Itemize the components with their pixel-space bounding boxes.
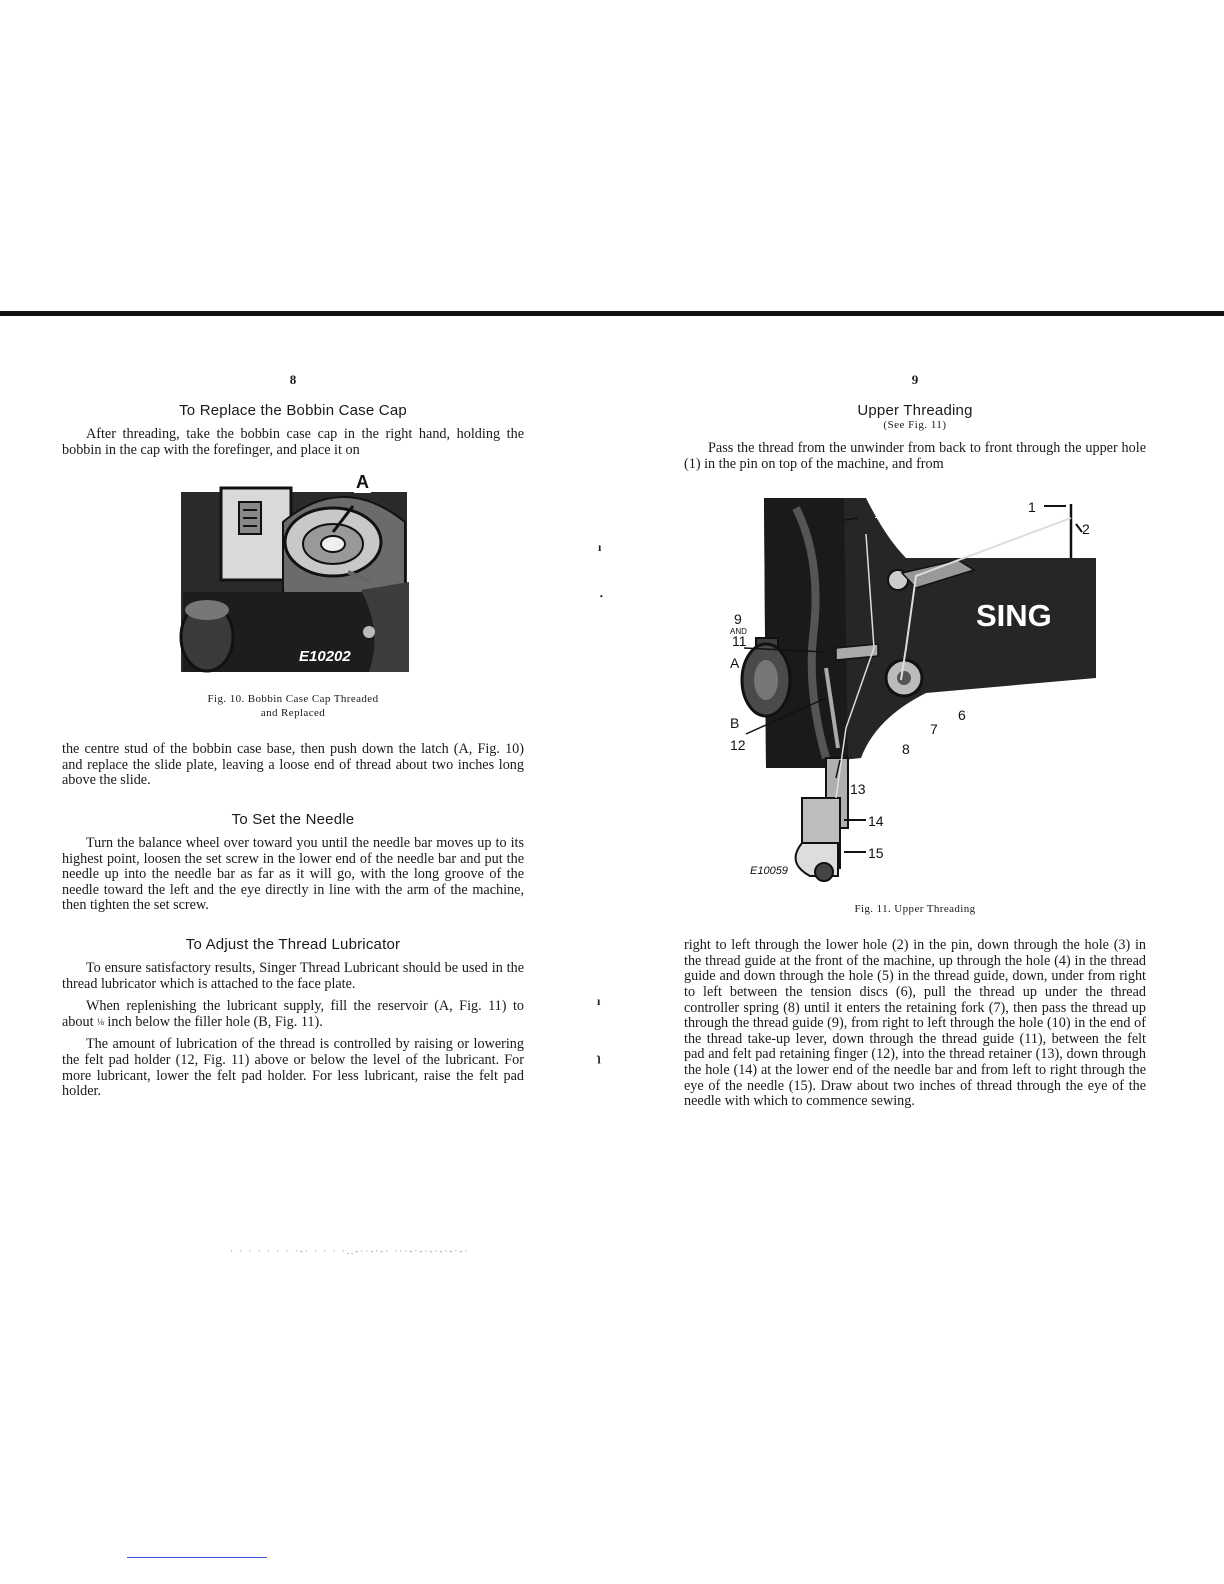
paragraph: Pass the thread from the unwinder from back to front through the upper hole (1) in the pin on top of the machine, and from — [684, 440, 1146, 472]
paragraph: Turn the balance wheel over toward you until the needle bar moves up to its highest point, loosen the set screw in the lower end of the needle bar and put the needle up into the needle bar as far as it will go, with the long groove of the needle toward the left and the eye directly in line with the arm of the machine, then tighten the set screw. — [62, 834, 524, 914]
bottom-rule — [127, 1557, 267, 1558]
page-number: 9 — [911, 372, 919, 387]
label-1: 1 — [1028, 499, 1036, 516]
section-title-set-needle: To Set the Needle — [231, 810, 355, 828]
page-top-rule — [0, 311, 1224, 316]
label-6: 6 — [958, 707, 966, 724]
right-page — [684, 372, 1146, 1110]
label-12: 12 — [730, 737, 746, 754]
label-11: 11 — [732, 633, 747, 650]
figure-code: E10059 — [750, 865, 788, 878]
section-title-upper-threading: Upper Threading — [857, 402, 973, 419]
label-13: 13 — [850, 781, 866, 798]
label-7: 7 — [930, 721, 938, 738]
figure-brand-text: SING — [976, 598, 1052, 634]
figure-label-a: A — [356, 472, 369, 493]
figure-10-caption — [62, 692, 524, 720]
label-9: 9 — [734, 611, 742, 628]
paragraph: To ensure satisfactory results, Singer Thread Lubricant should be used in the thread lubricator which is attached to the face plate. — [62, 959, 524, 992]
page-number: 8 — [289, 372, 297, 387]
label-15: 15 — [868, 845, 884, 862]
label-b: B — [730, 715, 740, 732]
paragraph — [62, 999, 524, 1030]
label-3: 3 — [940, 527, 948, 544]
caption-line: Fig. 10. Bobbin Case Cap Threaded — [207, 693, 379, 706]
label-4: 4 — [918, 527, 926, 544]
label-14: 14 — [868, 813, 884, 830]
label-8: 8 — [902, 741, 910, 758]
label-5: 5 — [896, 527, 904, 544]
caption-line: and Replaced — [260, 707, 326, 720]
section-title-bobbin-cap: To Replace the Bobbin Case Cap — [179, 402, 407, 419]
paragraph: the centre stud of the bobbin case base, then push down the latch (A, Fig. 10) and replace the slide plate, leaving a loose end of thread about two inches long above the slide. — [62, 741, 524, 789]
label-a: A — [730, 655, 740, 672]
gutter-mark: ı — [598, 540, 602, 554]
label-and: AND — [730, 627, 747, 637]
gutter-mark: • — [600, 592, 603, 601]
paragraph: After threading, take the bobbin case cap in the right hand, holding the bobbin in the cap with the forefinger, and place it on — [62, 426, 524, 458]
figure-11-caption: Fig. 11. Upper Threading — [854, 903, 976, 916]
label-2: 2 — [1082, 521, 1090, 538]
text-run: When replenishing the lubricant supply, fill the reservoir (A, Fig. 11) to about — [62, 998, 524, 1030]
text-run: inch below the filler hole (B, Fig. 11). — [103, 1013, 323, 1030]
paragraph: The amount of lubrication of the thread is controlled by raising or lowering the felt pad holder (12, Fig. 11) above or below the level of the lubricant. For more lubricant, lower the felt pad holder. For less lubricant, raise the felt pad holder. — [62, 1036, 524, 1100]
bobbin-case-illustration — [173, 482, 413, 674]
fraction: ⅛ — [97, 1016, 104, 1027]
figure-code: E10202 — [299, 648, 351, 666]
gutter-mark: ɿ — [596, 1050, 601, 1064]
upper-threading-illustration — [726, 498, 1096, 886]
paragraph: right to left through the lower hole (2) in the pin, down through the hole (3) in the thread guide at the front of the machine, up through the hole (4) in the thread guide and down through the hole (5) in the thread guide, down, under from right to left between the tension discs (6), pull the thread up under the thread controller spring (8) until it enters the retaining fork (7), then pass the thread up through the thread guide (9), from right to left through the hole (10) in the end of the thread take-up lever, down through the thread guide (11), between the felt pad and felt pad retaining finger (12), into the thread retainer (13), down through the hole (14) at the lower end of the needle bar and from left to right through the eye of the needle (15). Draw about two inches of thread through the eye of the needle with which to commence sewing. — [684, 937, 1146, 1110]
gutter-mark: ı — [597, 994, 601, 1008]
section-title-thread-lubricator: To Adjust the Thread Lubricator — [185, 935, 401, 953]
figure-11-upper-threading — [726, 498, 1096, 886]
label-10: 10 — [874, 505, 890, 522]
scan-noise: · · · · · · · ·-· · · · ·..-··-·-· ···-·-·-·-·-·-· — [230, 1246, 470, 1254]
figure-10-bobbin-case — [173, 472, 413, 674]
left-page — [62, 372, 524, 1100]
section-subtitle: (See Fig. 11) — [883, 419, 947, 431]
